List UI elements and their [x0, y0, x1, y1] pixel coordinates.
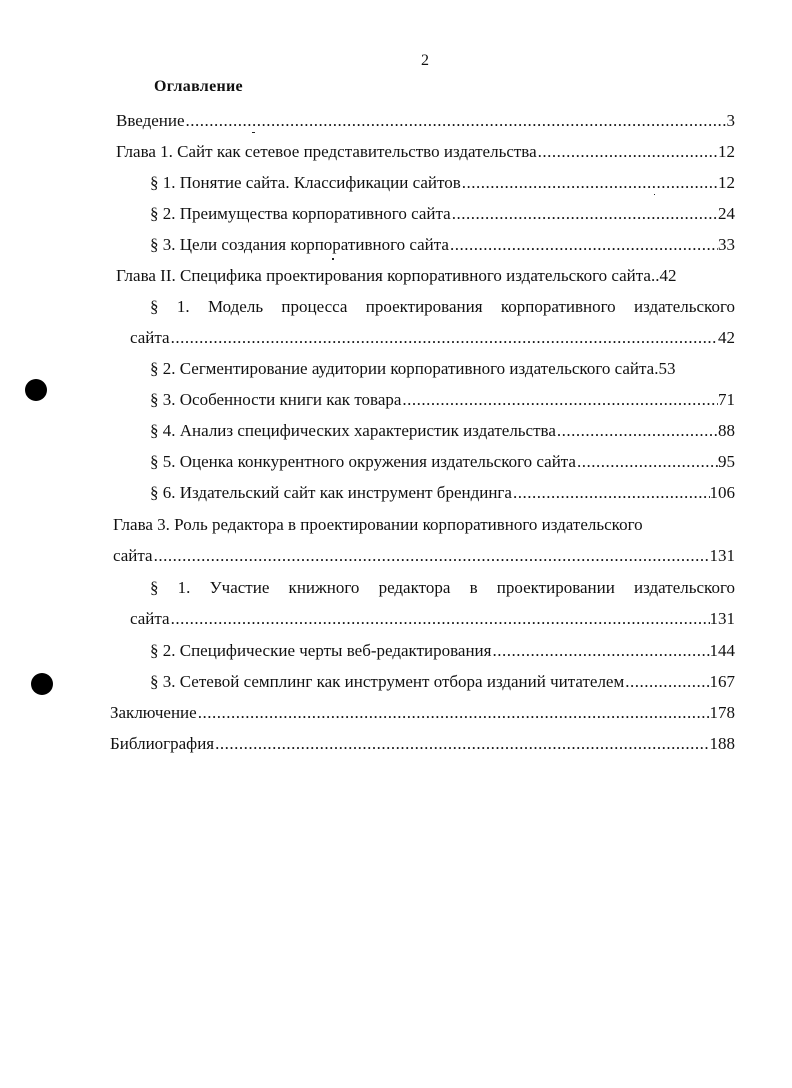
toc-entry-text: сайта: [130, 328, 170, 347]
dot-leader: [624, 672, 709, 692]
toc-entry-text: § 2. Преимущества корпоративного сайта: [150, 204, 451, 223]
toc-entry-page: 95: [718, 452, 735, 471]
toc-entry-conclusion[interactable]: [110, 703, 735, 725]
toc-entry-page: 12: [718, 142, 735, 161]
toc-entry-page: 131: [709, 609, 735, 628]
toc-entry-page: .53: [654, 359, 676, 378]
dot-leader: [153, 546, 710, 566]
toc-entry-page: 71: [718, 390, 735, 409]
toc-entry-chapter-1[interactable]: [116, 142, 735, 164]
toc-entry-text: сайта: [113, 546, 153, 565]
toc-entry-ch2-s6[interactable]: [150, 483, 735, 505]
toc-entry-text: Библиография: [110, 734, 215, 753]
dot-leader: [461, 173, 718, 193]
toc-entry-ch3-s3[interactable]: [150, 672, 735, 694]
toc-entry-intro[interactable]: [116, 111, 735, 133]
dot-leader: [214, 734, 709, 754]
dot-leader: [185, 111, 727, 131]
toc-entry-ch1-s1[interactable]: [150, 173, 735, 195]
dot-leader: [449, 235, 718, 255]
toc-entry-ch3-s1[interactable]: [130, 609, 735, 631]
toc-entry-text: § 2. Сегментирование аудитории корпоративного издательского сайта: [150, 359, 655, 378]
toc-entry-text: § 3. Цели создания корпоративного сайта: [150, 235, 449, 254]
toc-entry-ch2-s1-line1[interactable]: § 1. Модель процесса проектирования корпоративного издательского: [150, 297, 735, 316]
punch-hole-bottom: [31, 673, 53, 695]
toc-entry-ch3-s2[interactable]: [150, 641, 735, 663]
dot-leader: [197, 703, 710, 723]
toc-entry-page: .42: [655, 266, 677, 285]
toc-entry-text: § 2. Специфические черты веб-редактирования: [150, 641, 492, 660]
dot-leader: [491, 641, 709, 661]
toc-entry-text: Введение: [116, 111, 185, 130]
toc-entry-bibliography[interactable]: [110, 734, 735, 756]
toc-entry-ch2-s3[interactable]: [150, 390, 735, 412]
dot-leader: [451, 204, 718, 224]
toc-entry-ch3-s1-line1[interactable]: § 1. Участие книжного редактора в проектировании издательского: [150, 578, 735, 597]
scan-speck: [332, 258, 334, 260]
toc-entry-page: 167: [709, 672, 735, 691]
toc-title: Оглавление: [154, 78, 243, 95]
toc-entry-page: 188: [709, 734, 735, 753]
toc-entry-page: 42: [718, 328, 735, 347]
toc-entry-page: 106: [709, 483, 735, 502]
toc-entry-chapter-3[interactable]: [113, 546, 735, 568]
scan-speck: [252, 132, 255, 133]
toc-entry-text: сайта: [130, 609, 170, 628]
toc-entry-ch2-s4[interactable]: [150, 421, 735, 443]
toc-entry-page: 131: [709, 546, 735, 565]
toc-entry-text: § 3. Особенности книги как товара: [150, 390, 402, 409]
toc-entry-text: § 3. Сетевой семплинг как инструмент отбора изданий читателем: [150, 672, 625, 691]
toc-entry-ch2-s2[interactable]: [150, 359, 735, 381]
toc-entry-text: § 6. Издательский сайт как инструмент брендинга: [150, 483, 512, 502]
toc-entry-page: 33: [718, 235, 735, 254]
toc-entry-text: Заключение: [110, 703, 197, 722]
toc-entry-chapter-2[interactable]: [116, 266, 735, 288]
toc-entry-chapter-3-line1[interactable]: Глава 3. Роль редактора в проектировании корпоративного издательского: [113, 515, 643, 534]
dot-leader: [537, 142, 718, 162]
dot-leader: [576, 452, 718, 472]
dot-leader: [170, 609, 710, 629]
toc-entry-text: § 1. Понятие сайта. Классификации сайтов: [150, 173, 461, 192]
scan-speck: [654, 194, 655, 195]
dot-leader: [401, 390, 718, 410]
dot-leader: [512, 483, 710, 503]
toc-entry-ch1-s2[interactable]: [150, 204, 735, 226]
toc-entry-page: 12: [718, 173, 735, 192]
toc-entry-text: § 5. Оценка конкурентного окружения издательского сайта: [150, 452, 576, 471]
toc-entry-text: § 4. Анализ специфических характеристик издательства: [150, 421, 556, 440]
toc-entry-ch2-s5[interactable]: [150, 452, 735, 474]
punch-hole-top: [25, 379, 47, 401]
toc-entry-text: Глава II. Специфика проектирования корпоративного издательского сайта.: [116, 266, 656, 285]
toc-entry-ch2-s1[interactable]: [130, 328, 735, 350]
toc-entry-page: 24: [718, 204, 735, 223]
toc-entry-page: 3: [726, 111, 735, 130]
toc-entry-page: 144: [709, 641, 735, 660]
toc-entry-text: Глава 1. Сайт как сетевое представительство издательства: [116, 142, 537, 161]
toc-entry-page: 88: [718, 421, 735, 440]
page-number: 2: [421, 52, 429, 69]
toc-entry-page: 178: [709, 703, 735, 722]
dot-leader: [170, 328, 718, 348]
dot-leader: [556, 421, 718, 441]
toc-entry-ch1-s3[interactable]: [150, 235, 735, 257]
